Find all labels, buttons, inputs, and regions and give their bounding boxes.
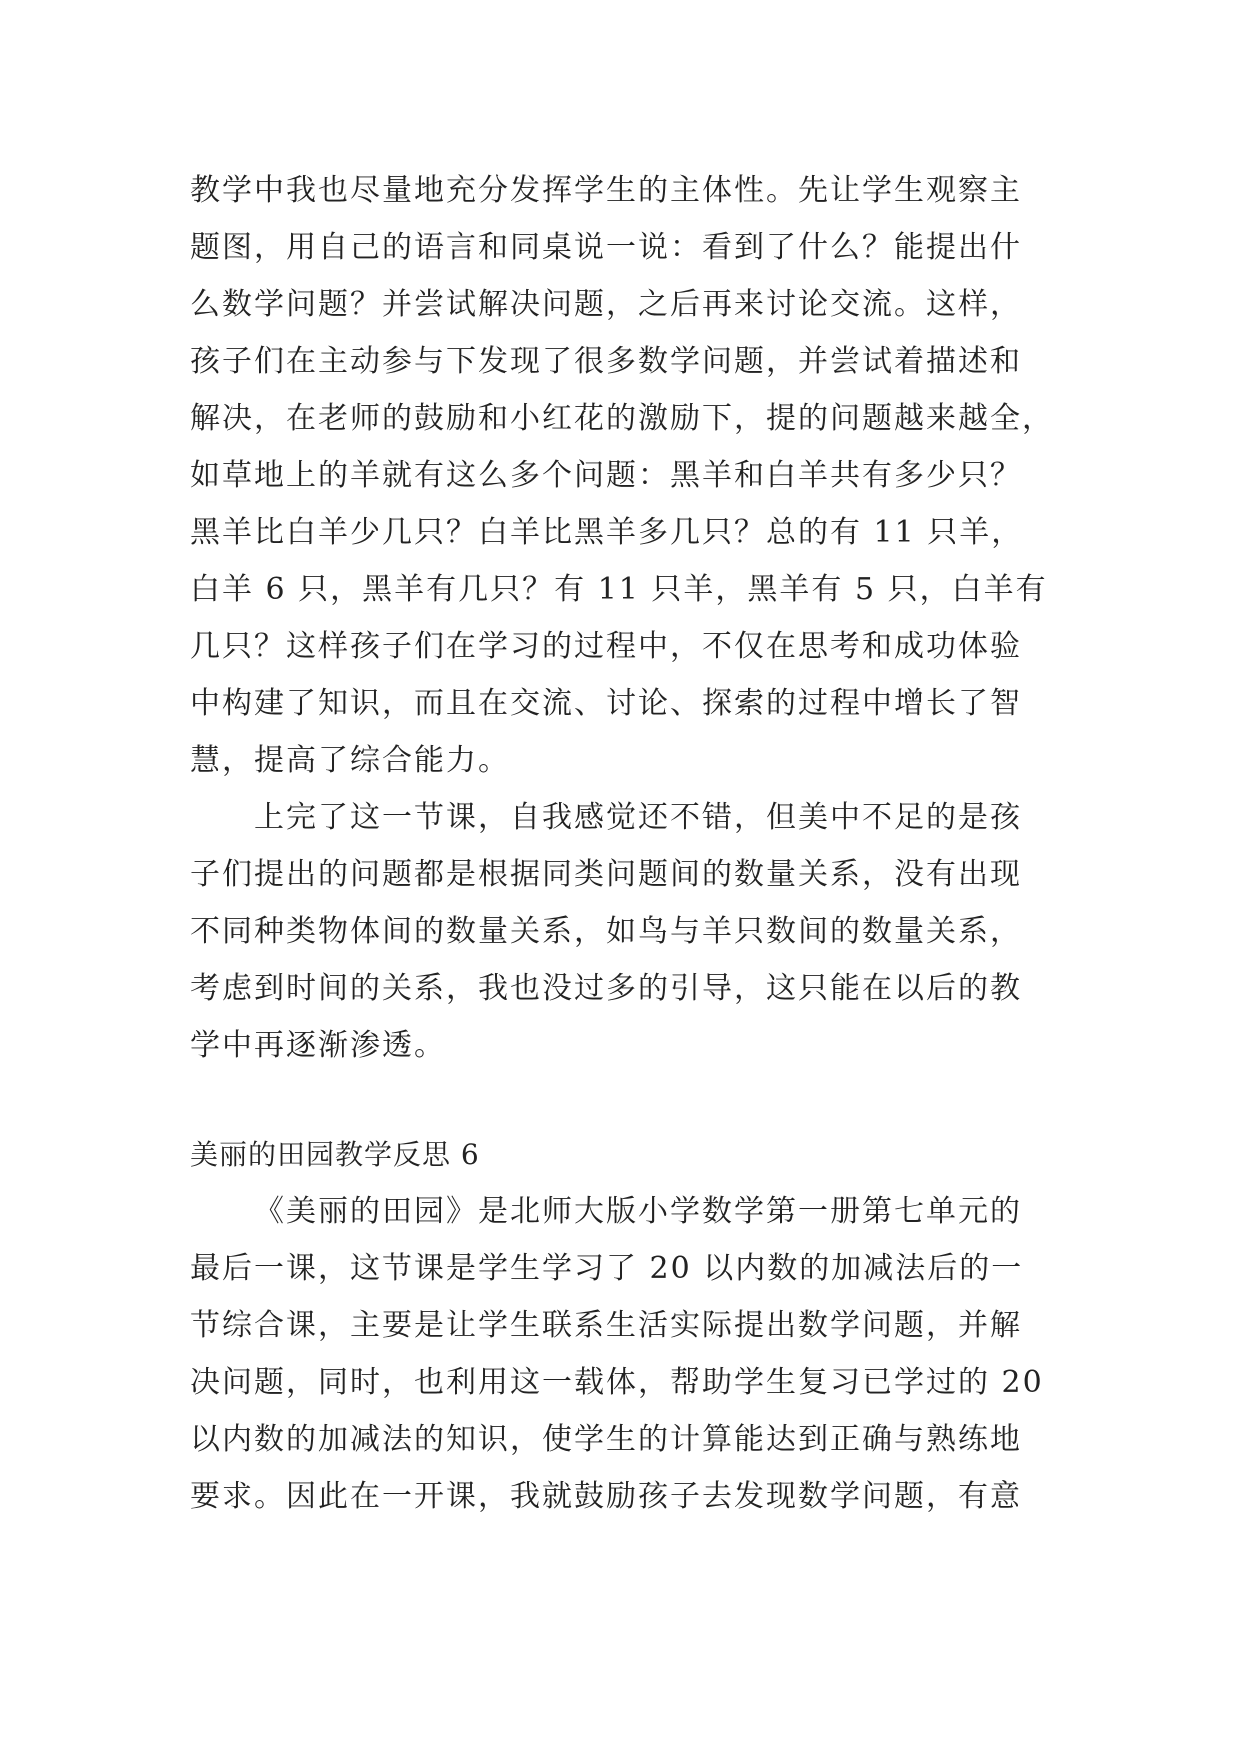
text-line: 题图，用自己的语言和同桌说一说：看到了什么？能提出什	[190, 230, 1022, 265]
paragraph-intro	[190, 1183, 1050, 1525]
text-line: 学中再逐渐渗透。	[190, 1028, 446, 1063]
text-line: 考虑到时间的关系，我也没过多的引导，这只能在以后的教	[190, 971, 1022, 1006]
text-line: 么数学问题？并尝试解决问题，之后再来讨论交流。这样，	[190, 287, 1022, 322]
text-line: 最后一课，这节课是学生学习了 20 以内数的加减法后的一	[190, 1251, 1024, 1286]
text-line: 白羊 6 只，黑羊有几只？有 11 只羊，黑羊有 5 只，白羊有	[190, 572, 1048, 607]
paragraph-conclusion	[190, 789, 1050, 1074]
text-line: 《美丽的田园》是北师大版小学数学第一册第七单元的	[254, 1194, 1022, 1229]
text-line: 黑羊比白羊少几只？白羊比黑羊多几只？总的有 11 只羊，	[190, 515, 1024, 550]
document-body	[190, 162, 1054, 1525]
paragraph-continued	[190, 162, 1054, 789]
text-line: 如草地上的羊就有这么多个问题：黑羊和白羊共有多少只？	[190, 458, 1022, 493]
text-line: 中构建了知识，而且在交流、讨论、探索的过程中增长了智	[190, 686, 1022, 721]
text-line: 几只？这样孩子们在学习的过程中，不仅在思考和成功体验	[190, 629, 1022, 664]
text-line: 不同种类物体间的数量关系，如鸟与羊只数间的数量关系，	[190, 914, 1022, 949]
section-spacer	[190, 1074, 1050, 1126]
section-heading: 美丽的田园教学反思 6	[190, 1138, 480, 1171]
text-line: 解决，在老师的鼓励和小红花的激励下，提的问题越来越全，	[190, 401, 1054, 436]
text-line: 孩子们在主动参与下发现了很多数学问题，并尝试着描述和	[190, 344, 1022, 379]
text-line: 要求。因此在一开课，我就鼓励孩子去发现数学问题，有意	[190, 1479, 1022, 1514]
text-line: 子们提出的问题都是根据同类问题间的数量关系，没有出现	[190, 857, 1022, 892]
text-line: 慧，提高了综合能力。	[190, 743, 510, 778]
text-line: 教学中我也尽量地充分发挥学生的主体性。先让学生观察主	[190, 173, 1022, 208]
text-line: 节综合课，主要是让学生联系生活实际提出数学问题，并解	[190, 1308, 1022, 1343]
text-line: 以内数的加减法的知识，使学生的计算能达到正确与熟练地	[190, 1422, 1022, 1457]
text-line: 上完了这一节课，自我感觉还不错，但美中不足的是孩	[254, 800, 1022, 835]
text-line: 决问题，同时，也利用这一载体，帮助学生复习已学过的 20	[190, 1365, 1044, 1400]
